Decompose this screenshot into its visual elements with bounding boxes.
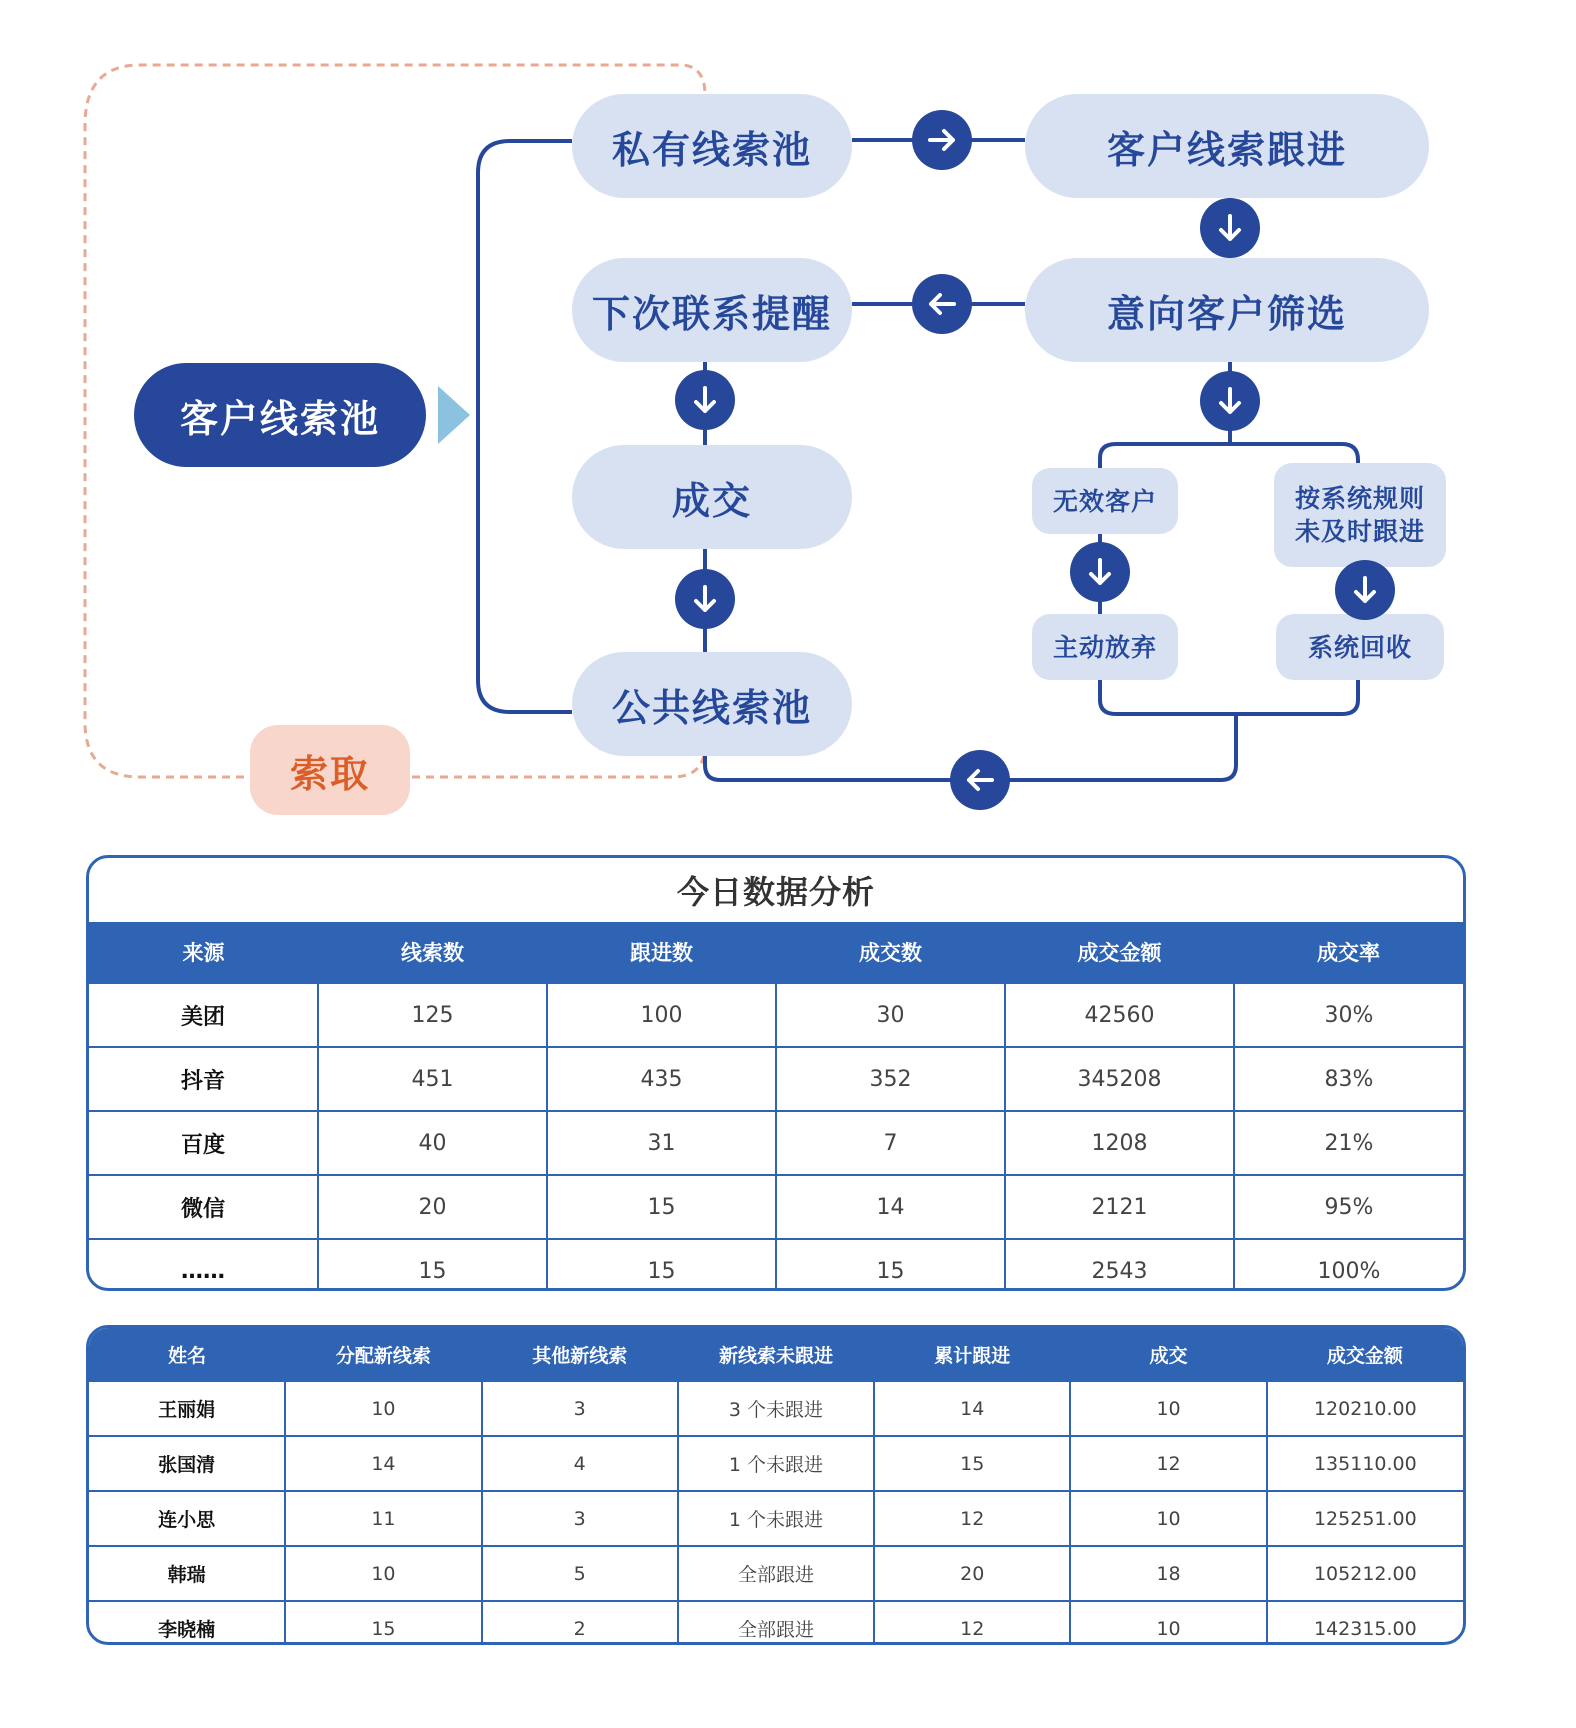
table-cell: 1 个未跟进 xyxy=(678,1436,874,1491)
table-cell: 15 xyxy=(776,1239,1005,1291)
table-cell: 1 个未跟进 xyxy=(678,1491,874,1546)
staff-stats-table xyxy=(89,1328,1463,1645)
arrow-down-icon xyxy=(1335,560,1395,620)
invalid-customer[interactable]: 无效客户 xyxy=(1032,468,1178,534)
table-cell: 42560 xyxy=(1005,983,1234,1047)
column-header: 累计跟进 xyxy=(874,1328,1070,1381)
active-give-up[interactable]: 主动放弃 xyxy=(1032,614,1178,680)
column-header: 成交金额 xyxy=(1267,1328,1463,1381)
deal-node[interactable]: 成交 xyxy=(572,445,852,549)
table-cell: 2 xyxy=(482,1601,678,1645)
table-cell: 15 xyxy=(547,1175,776,1239)
table-cell: 14 xyxy=(285,1436,481,1491)
table-row xyxy=(89,1111,1463,1175)
not-followed-line2: 未及时跟进 xyxy=(1294,517,1425,546)
next-contact-reminder[interactable]: 下次联系提醒 xyxy=(572,258,852,362)
table-cell: 40 xyxy=(318,1111,547,1175)
table-row xyxy=(89,1381,1463,1436)
table-header-row xyxy=(89,922,1463,983)
table-row xyxy=(89,1601,1463,1645)
row-label-cell: 连小思 xyxy=(89,1491,285,1546)
table-row xyxy=(89,983,1463,1047)
column-header: 姓名 xyxy=(89,1328,285,1381)
customer-lead-pool[interactable]: 客户线索池 xyxy=(134,363,426,467)
column-header: 跟进数 xyxy=(547,922,776,983)
not-followed-line1: 按系统规则 xyxy=(1294,484,1425,513)
table-cell: 7 xyxy=(776,1111,1005,1175)
column-header: 来源 xyxy=(89,922,318,983)
staff-stats-table-wrap xyxy=(86,1325,1466,1645)
column-header: 成交率 xyxy=(1234,922,1463,983)
table-cell: 15 xyxy=(318,1239,547,1291)
row-label-cell: 李晓楠 xyxy=(89,1601,285,1645)
table-cell: 18 xyxy=(1070,1546,1266,1601)
table-cell: 100% xyxy=(1234,1239,1463,1291)
table-cell: 3 xyxy=(482,1381,678,1436)
table-cell: 12 xyxy=(874,1491,1070,1546)
table-cell: 345208 xyxy=(1005,1047,1234,1111)
system-recycle[interactable]: 系统回收 xyxy=(1276,614,1444,680)
arrow-right-icon xyxy=(912,110,972,170)
table-cell: 15 xyxy=(285,1601,481,1645)
table-cell: 14 xyxy=(874,1381,1070,1436)
table-cell: 全部跟进 xyxy=(678,1601,874,1645)
table-row xyxy=(89,1546,1463,1601)
table-cell: 4 xyxy=(482,1436,678,1491)
arrow-down-icon xyxy=(1200,198,1260,258)
table-cell: 135110.00 xyxy=(1267,1436,1463,1491)
table-cell: 120210.00 xyxy=(1267,1381,1463,1436)
table-row xyxy=(89,1175,1463,1239)
triangle-pointer xyxy=(438,386,470,444)
table-cell: 83% xyxy=(1234,1047,1463,1111)
column-header: 线索数 xyxy=(318,922,547,983)
private-lead-pool[interactable]: 私有线索池 xyxy=(572,94,852,198)
table-cell: 100 xyxy=(547,983,776,1047)
table-cell: 15 xyxy=(874,1436,1070,1491)
table-cell: 30 xyxy=(776,983,1005,1047)
table-cell: 20 xyxy=(318,1175,547,1239)
row-label-cell: 抖音 xyxy=(89,1047,318,1111)
table-row xyxy=(89,1047,1463,1111)
arrow-down-icon xyxy=(1070,542,1130,602)
table-cell: 3 个未跟进 xyxy=(678,1381,874,1436)
table-cell: 125 xyxy=(318,983,547,1047)
table-cell: 11 xyxy=(285,1491,481,1546)
table-cell: 20 xyxy=(874,1546,1070,1601)
table-cell: 105212.00 xyxy=(1267,1546,1463,1601)
table-cell: 30% xyxy=(1234,983,1463,1047)
column-header: 成交 xyxy=(1070,1328,1266,1381)
table-cell: 451 xyxy=(318,1047,547,1111)
table-title: 今日数据分析 xyxy=(676,873,875,911)
row-label-cell: 美团 xyxy=(89,983,318,1047)
customer-lead-followup[interactable]: 客户线索跟进 xyxy=(1025,94,1429,198)
public-lead-pool[interactable]: 公共线索池 xyxy=(572,652,852,756)
table-cell: 全部跟进 xyxy=(678,1546,874,1601)
table-cell: 12 xyxy=(1070,1436,1266,1491)
table-header-row xyxy=(89,1328,1463,1381)
column-header: 成交金额 xyxy=(1005,922,1234,983)
today-data-table xyxy=(86,855,1466,1291)
table-cell: 21% xyxy=(1234,1111,1463,1175)
source-stats-table xyxy=(89,922,1463,1291)
column-header: 分配新线索 xyxy=(285,1328,481,1381)
arrow-down-icon xyxy=(1200,371,1260,431)
arrow-down-icon xyxy=(675,569,735,629)
table-cell: 10 xyxy=(285,1381,481,1436)
table-cell: 14 xyxy=(776,1175,1005,1239)
table-cell: 2543 xyxy=(1005,1239,1234,1291)
table-cell: 125251.00 xyxy=(1267,1491,1463,1546)
column-header: 成交数 xyxy=(776,922,1005,983)
arrow-down-icon xyxy=(675,370,735,430)
table-cell: 5 xyxy=(482,1546,678,1601)
row-label-cell: 韩瑞 xyxy=(89,1546,285,1601)
table-cell: 435 xyxy=(547,1047,776,1111)
row-label-cell: 张国清 xyxy=(89,1436,285,1491)
table-row xyxy=(89,1436,1463,1491)
table-cell: 15 xyxy=(547,1239,776,1291)
table-cell: 10 xyxy=(1070,1491,1266,1546)
row-label-cell: …… xyxy=(89,1239,318,1291)
table-row xyxy=(89,1239,1463,1291)
arrow-left-icon xyxy=(950,750,1010,810)
not-followed-in-time[interactable] xyxy=(1274,463,1446,567)
table-cell: 95% xyxy=(1234,1175,1463,1239)
row-label-cell: 百度 xyxy=(89,1111,318,1175)
arrow-left-icon xyxy=(912,274,972,334)
column-header: 新线索未跟进 xyxy=(678,1328,874,1381)
table-cell: 2121 xyxy=(1005,1175,1234,1239)
claim-label[interactable]: 索取 xyxy=(250,725,410,815)
column-header: 其他新线索 xyxy=(482,1328,678,1381)
table-cell: 352 xyxy=(776,1047,1005,1111)
table-cell: 10 xyxy=(285,1546,481,1601)
table-cell: 1208 xyxy=(1005,1111,1234,1175)
row-label-cell: 微信 xyxy=(89,1175,318,1239)
table-cell: 3 xyxy=(482,1491,678,1546)
row-label-cell: 王丽娟 xyxy=(89,1381,285,1436)
table-cell: 10 xyxy=(1070,1601,1266,1645)
table-cell: 31 xyxy=(547,1111,776,1175)
table-cell: 12 xyxy=(874,1601,1070,1645)
table-row xyxy=(89,1491,1463,1546)
intent-customer-filter[interactable]: 意向客户筛选 xyxy=(1025,258,1429,362)
table-cell: 142315.00 xyxy=(1267,1601,1463,1645)
table-cell: 10 xyxy=(1070,1381,1266,1436)
